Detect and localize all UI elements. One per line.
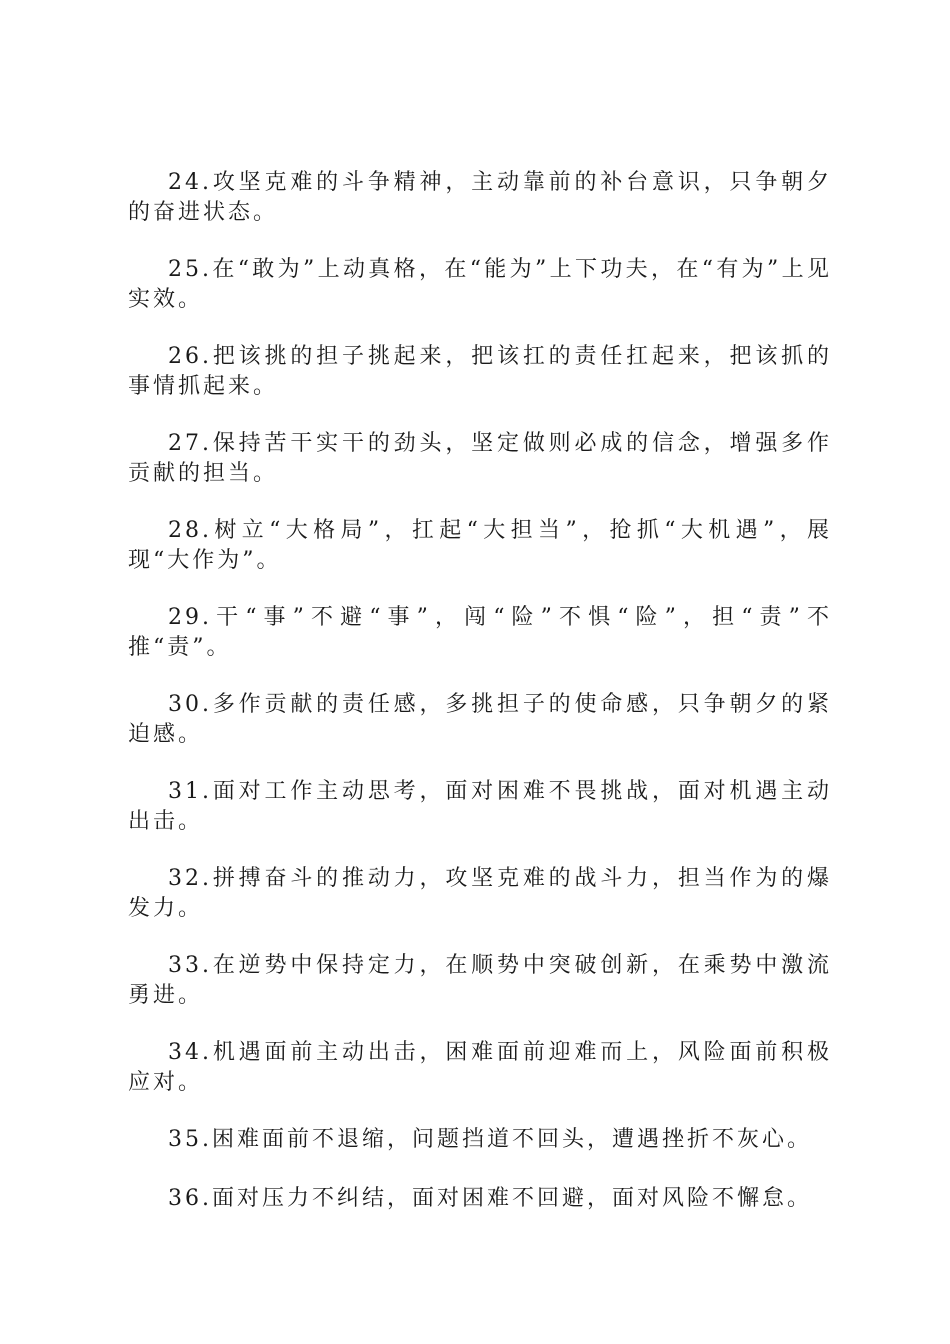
- paragraph-29: 29.干“事”不避“事”，闯“险”不惧“险”，担“责”不推“责”。: [128, 605, 832, 660]
- paragraph-24: 24.攻坚克难的斗争精神，主动靠前的补台意识，只争朝夕的奋进状态。: [128, 170, 832, 225]
- paragraph-31: 31.面对工作主动思考，面对困难不畏挑战，面对机遇主动出击。: [128, 779, 832, 834]
- paragraph-35: 35.困难面前不退缩，问题挡道不回头，遭遇挫折不灰心。: [168, 1127, 812, 1152]
- paragraph-26: 26.把该挑的担子挑起来，把该扛的责任扛起来，把该抓的事情抓起来。: [128, 344, 832, 399]
- paragraph-34: 34.机遇面前主动出击，困难面前迎难而上，风险面前积极应对。: [128, 1040, 832, 1095]
- paragraph-28: 28.树立“大格局”，扛起“大担当”，抢抓“大机遇”，展现“大作为”。: [128, 518, 832, 573]
- paragraph-33: 33.在逆势中保持定力，在顺势中突破创新，在乘势中激流勇进。: [128, 953, 832, 1008]
- paragraph-30: 30.多作贡献的责任感，多挑担子的使命感，只争朝夕的紧迫感。: [128, 692, 832, 747]
- paragraph-27: 27.保持苦干实干的劲头，坚定做则必成的信念，增强多作贡献的担当。: [128, 431, 832, 486]
- document-body: [128, 168, 832, 1243]
- paragraph-25: 25.在“敢为”上动真格，在“能为”上下功夫，在“有为”上见实效。: [128, 257, 832, 312]
- paragraph-36: 36.面对压力不纠结，面对困难不回避，面对风险不懈怠。: [168, 1186, 812, 1211]
- paragraph-32: 32.拼搏奋斗的推动力，攻坚克难的战斗力，担当作为的爆发力。: [128, 866, 832, 921]
